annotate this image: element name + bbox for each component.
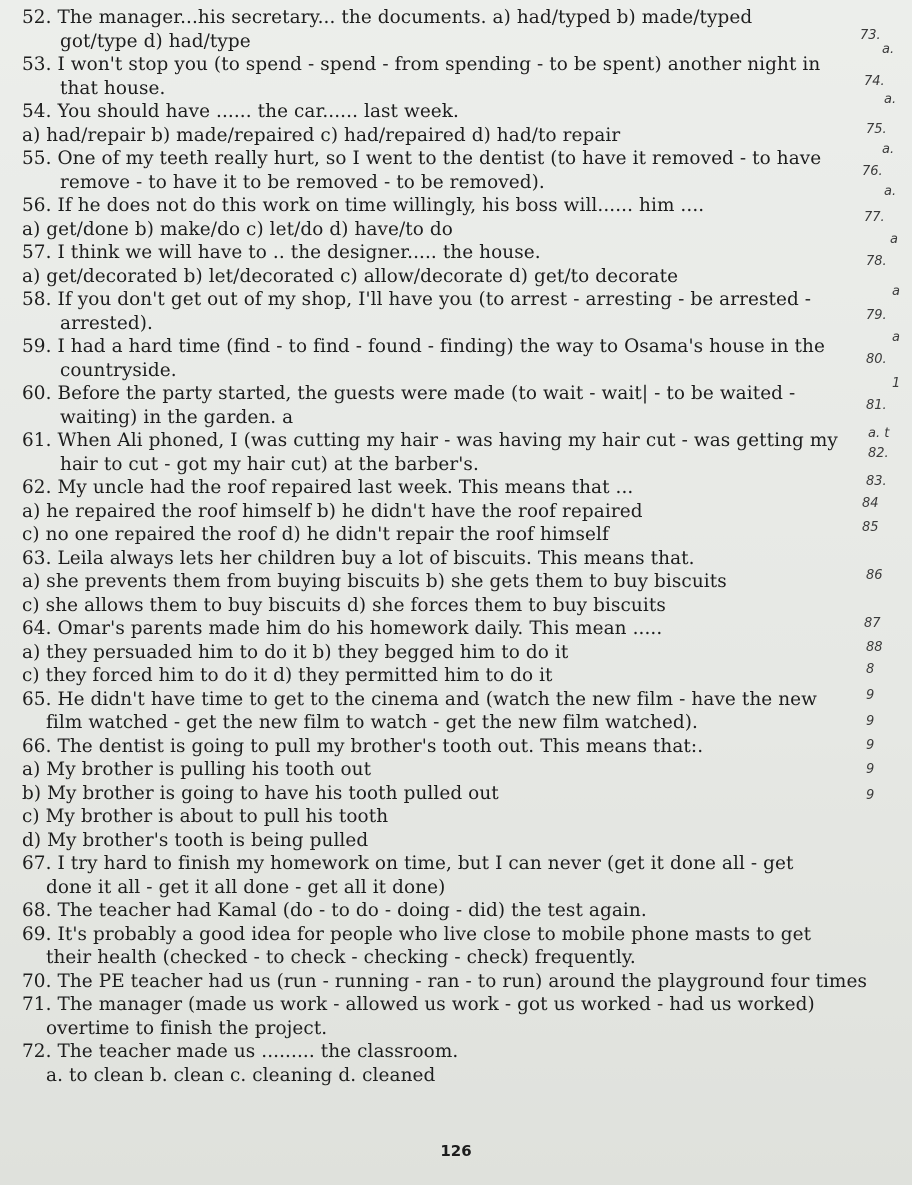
margin-note: 8: [866, 662, 875, 677]
text-line-q70a: 70. The PE teacher had us (run - running - ran - to run) around the playground four times: [22, 970, 867, 992]
text-line-q61b: hair to cut - got my hair cut) at the barber's.: [60, 453, 479, 475]
margin-note: 86: [866, 568, 883, 583]
text-line-q60a: 60. Before the party started, the guests were made (to wait - wait| - to be waited -: [22, 383, 796, 404]
text-line-q67b: done it all - get it all done - get all it done): [46, 876, 446, 898]
text-line-q57b: a) get/decorated b) let/decorated c) allow/decorate d) get/to decorate: [22, 265, 679, 287]
margin-note: 1: [892, 376, 901, 391]
margin-note: 88: [866, 640, 883, 655]
text-line-q52b: got/type d) had/type: [60, 30, 251, 52]
margin-note: 9: [866, 738, 875, 753]
text-line-q64b: a) they persuaded him to do it b) they begged him to do it: [22, 641, 569, 663]
text-line-q71a: 71. The manager (made us work - allowed us work - got us worked - had us worked): [22, 994, 815, 1015]
margin-note: 78.: [866, 254, 887, 269]
text-line-q60b: waiting) in the garden. a: [60, 406, 294, 428]
margin-note: 74.: [864, 74, 885, 89]
text-line-q53b: that house.: [60, 77, 166, 99]
text-line-q71b: overtime to finish the project.: [46, 1017, 328, 1039]
text-line-q69a: 69. It's probably a good idea for people who live close to mobile phone masts to get: [22, 923, 812, 945]
margin-note: a: [892, 284, 900, 299]
text-line-q65b: film watched - get the new film to watch - get the new film watched).: [46, 712, 698, 733]
margin-note: a.: [882, 142, 895, 157]
margin-note: 81.: [866, 398, 887, 413]
text-line-q58a: 58. If you don't get out of my shop, I'll have you (to arrest - arresting - be arrested -: [22, 289, 812, 310]
text-line-q55a: 55. One of my teeth really hurt, so I went to the dentist (to have it removed - to have: [22, 148, 822, 169]
margin-note: 77.: [864, 210, 885, 225]
text-line-q64c: c) they forced him to do it d) they permitted him to do it: [22, 665, 553, 686]
margin-note: a: [890, 232, 898, 247]
text-line-q65a: 65. He didn't have time to get to the cinema and (watch the new film - have the new: [22, 688, 817, 710]
text-line-q72b: a. to clean b. clean c. cleaning d. cleaned: [46, 1064, 436, 1086]
text-line-q69b: their health (checked - to check - checking - check) frequently.: [46, 947, 636, 968]
text-line-q66b: a) My brother is pulling his tooth out: [22, 759, 372, 780]
margin-note: 83.: [866, 474, 887, 489]
text-line-q59a: 59. I had a hard time (find - to find - found - finding) the way to Osama's house in the: [22, 336, 825, 357]
text-line-q56b: a) get/done b) make/do c) let/do d) have/to do: [22, 218, 453, 240]
text-line-q62c: c) no one repaired the roof d) he didn't repair the roof himself: [22, 524, 609, 545]
text-line-q72a: 72. The teacher made us ......... the classroom.: [22, 1041, 459, 1062]
margin-note: 73.: [860, 28, 881, 43]
margin-note: 75.: [866, 122, 887, 137]
margin-note: 9: [866, 714, 875, 729]
margin-note: 76.: [862, 164, 883, 179]
margin-note: 82.: [868, 446, 889, 461]
margin-note: 80.: [866, 352, 887, 367]
text-line-q63b: a) she prevents them from buying biscuits b) she gets them to buy biscuits: [22, 571, 727, 592]
text-line-q57a: 57. I think we will have to .. the designer..... the house.: [22, 242, 541, 263]
text-line-q56a: 56. If he does not do this work on time willingly, his boss will...... him ....: [22, 195, 705, 216]
text-line-q62a: 62. My uncle had the roof repaired last week. This means that ...: [22, 477, 634, 498]
margin-note: 84: [862, 496, 879, 511]
margin-note: a.: [882, 42, 895, 57]
margin-note: 9: [866, 762, 875, 777]
text-line-q66c: b) My brother is going to have his tooth pulled out: [22, 782, 499, 804]
text-line-q63c: c) she allows them to buy biscuits d) she forces them to buy biscuits: [22, 594, 666, 616]
text-line-q66e: d) My brother's tooth is being pulled: [22, 829, 369, 851]
text-line-q67a: 67. I try hard to finish my homework on time, but I can never (get it done all - get: [22, 853, 794, 874]
text-line-q66d: c) My brother is about to pull his tooth: [22, 806, 389, 827]
margin-note: 9: [866, 788, 875, 803]
margin-note: 9: [866, 688, 875, 703]
margin-note: 87: [864, 616, 881, 631]
text-line-q68a: 68. The teacher had Kamal (do - to do - doing - did) the test again.: [22, 900, 647, 921]
text-line-q62b: a) he repaired the roof himself b) he didn't have the roof repaired: [22, 500, 643, 522]
margin-question-numbers: [852, 0, 912, 1185]
margin-note: a.: [884, 92, 897, 107]
margin-note: a.: [884, 184, 897, 199]
page-number: 126: [440, 1142, 472, 1160]
margin-note: a. t: [868, 426, 890, 441]
text-line-q54a: 54. You should have ...... the car...... last week.: [22, 101, 459, 122]
text-line-q61a: 61. When Ali phoned, I (was cutting my hair - was having my hair cut - was getting my: [22, 430, 838, 451]
margin-note: 79.: [866, 308, 887, 323]
text-line-q55b: remove - to have it to be removed - to be removed).: [60, 171, 545, 193]
text-line-q54b: a) had/repair b) made/repaired c) had/repaired d) had/to repair: [22, 124, 621, 146]
text-line-q66a: 66. The dentist is going to pull my brother's tooth out. This means that:.: [22, 735, 704, 757]
text-line-q63a: 63. Leila always lets her children buy a lot of biscuits. This means that.: [22, 547, 695, 569]
text-line-q52a: 52. The manager...his secretary... the documents. a) had/typed b) made/typed: [22, 7, 753, 28]
margin-note: a: [892, 330, 900, 345]
text-line-q58b: arrested).: [60, 312, 153, 334]
text-line-q59b: countryside.: [60, 359, 177, 381]
margin-note: 85: [862, 520, 879, 535]
text-line-q53a: 53. I won't stop you (to spend - spend - from spending - to be spent) another night in: [22, 54, 821, 75]
text-line-q64a: 64. Omar's parents made him do his homework daily. This mean .....: [22, 618, 663, 639]
